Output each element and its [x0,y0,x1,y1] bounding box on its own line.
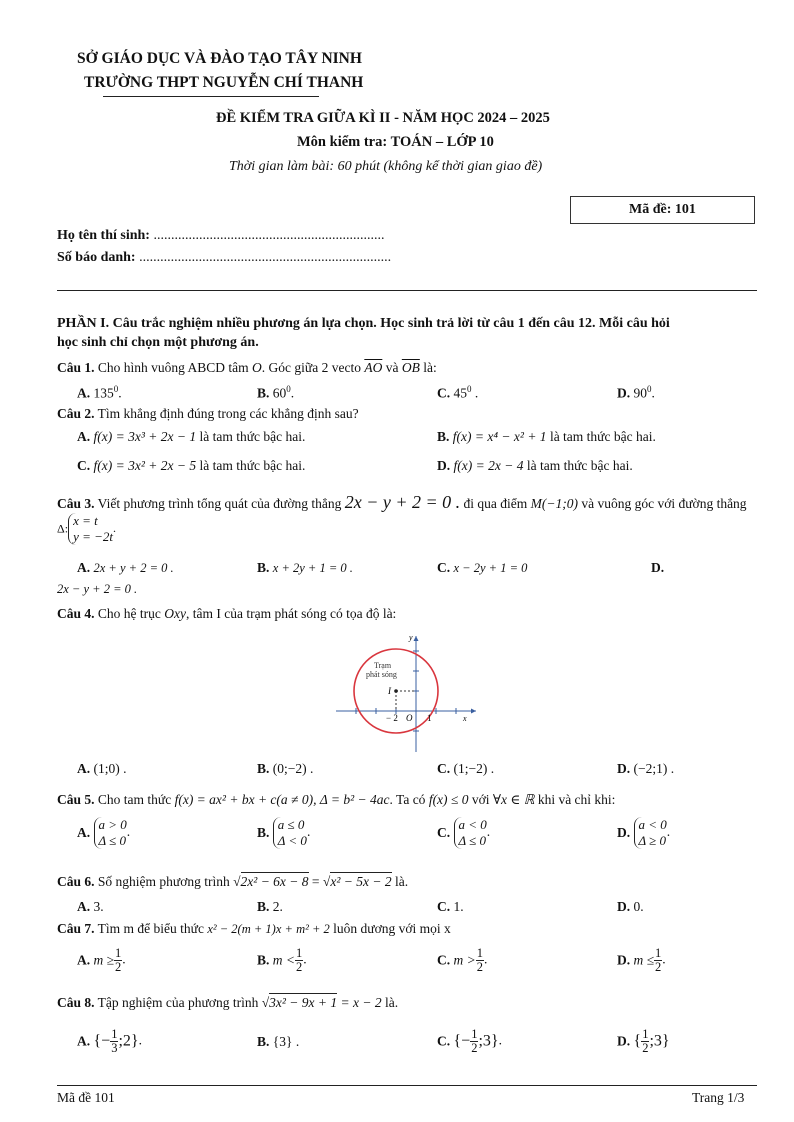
subject: Môn kiểm tra: TOÁN – LỚP 10 [297,134,494,150]
q7-option-b[interactable]: B. m < $\frac{1}{2}$ . [257,946,307,974]
center-point [394,689,398,693]
question-4: Câu 4. Cho hệ trục Oxy, tâm I của trạm phát sóng có tọa độ là: [57,606,397,621]
exam-code: Mã đề: 101 [629,202,696,217]
question-6: Câu 6. Số nghiệm phương trình √2x² − 6x − 8 = √x² − 5x − 2 là. [57,874,409,889]
station-label-1: Trạm [374,661,392,670]
candidate-id-line: Số báo danh: ........................................................................ [57,250,392,265]
q1-option-c[interactable]: C. $45^0$ . [437,384,479,401]
q5-option-c[interactable]: C. a < 0 Δ ≤ 0. [437,817,491,848]
q3-option-b[interactable]: B. x + 2y + 1 = 0 . [257,560,353,575]
q8-option-b[interactable]: B. {3} . [257,1034,300,1049]
x-axis-arrow [471,709,476,714]
dept-name: SỞ GIÁO DỤC VÀ ĐÀO TẠO TÂY NINH [77,50,362,67]
q1-option-a[interactable]: A. $135^0$. [77,384,122,401]
header-divider [57,290,757,291]
q3-option-d[interactable]: D. [651,560,665,575]
q4-option-b[interactable]: B. (0;−2) . [257,761,314,776]
label-I: I [388,686,391,696]
q5-option-a[interactable]: A. a > 0 Δ ≤ 0. [77,817,131,848]
footer-exam-code: Mã đề 101 [57,1090,115,1105]
label-O: O [406,713,413,723]
school-underline [103,96,319,97]
q1-option-d[interactable]: D. $90^0$. [617,384,655,401]
label-1: 1 [427,713,432,723]
footer-divider [57,1085,757,1086]
q7-option-c[interactable]: C. m > $\frac{1}{2}$ . [437,946,488,974]
question-1: Câu 1. Cho hình vuông ABCD tâm O. Góc giữa 2 vecto $\overline{AO}$ và $\overline{OB}$ là: [57,360,437,375]
q7-option-d[interactable]: D. m ≤ $\frac{1}{2}$ . [617,946,666,974]
q2-option-a[interactable]: A. f(x) = 3x³ + 2x − 1 là tam thức bậc hai. [77,429,306,444]
exam-code-box [570,196,755,224]
q4-option-a[interactable]: A. (1;0) . [77,761,127,776]
q4-option-d[interactable]: D. (−2;1) . [617,761,675,776]
q6-option-b[interactable]: B. 2. [257,899,283,914]
part1-instructions-2: học sinh chỉ chọn một phương án. [57,335,259,350]
question-3: Câu 3. Viết phương trình tổng quát của đường thẳng 2x − y + 2 = 0 . đi qua điểm M(−1;0) và vuông góc với đường thẳng [57,492,747,512]
label-x: x [463,714,467,723]
q5-option-d[interactable]: D. a < 0 Δ ≥ 0. [617,817,671,848]
footer-page-number: Trang 1/3 [692,1090,745,1105]
school-name: TRƯỜNG THPT NGUYỄN CHÍ THANH [84,74,364,91]
q3-line-delta: Δ:x = t y = −2t. [57,513,116,544]
q3-option-d-text: 2x − y + 2 = 0 . [57,582,138,596]
time-note: Thời gian làm bài: 60 phút (không kể thời gian giao đề) [229,159,543,174]
q8-option-c[interactable]: C. {− $\frac{1}{2}$ ;3}. [437,1027,502,1055]
label-minus2: − 2 [386,713,398,723]
y-axis-arrow [414,636,419,641]
q1-option-b[interactable]: B. $60^0$. [257,384,295,401]
exam-title: ĐỀ KIỂM TRA GIỮA KÌ II - NĂM HỌC 2024 – 2025 [216,110,550,126]
q2-option-c[interactable]: C. f(x) = 3x² + 2x − 5 là tam thức bậc hai. [77,458,306,473]
q2-option-b[interactable]: B. f(x) = x⁴ − x² + 1 là tam thức bậc hai. [437,429,656,444]
q4-option-c[interactable]: C. (1;−2) . [437,761,495,776]
q6-option-d[interactable]: D. 0. [617,899,644,914]
question-7: Câu 7. Tìm m để biểu thức x² − 2(m + 1)x + m² + 2 luôn dương với mọi x [57,921,451,936]
question-2: Câu 2. Tìm khẳng định đúng trong các khẳng định sau? [57,406,359,421]
station-label-2: phát sóng [366,670,397,679]
question-8: Câu 8. Tập nghiệm của phương trình √3x² − 9x + 1 = x − 2 là. [57,995,399,1010]
q7-option-a[interactable]: A. m ≥ $\frac{1}{2}$ . [77,946,126,974]
q3-option-c[interactable]: C. x − 2y + 1 = 0 [437,560,528,575]
station-diagram [330,628,480,756]
q5-option-b[interactable]: B. a ≤ 0 Δ < 0. [257,817,311,848]
question-5: Câu 5. Cho tam thức f(x) = ax² + bx + c(a ≠ 0), Δ = b² − 4ac. Ta có f(x) ≤ 0 với ∀x ∈ ℝ khi và chỉ khi: [57,792,616,807]
q8-option-a[interactable]: A. {− $\frac{1}{3}$ ;2}. [77,1027,142,1055]
q2-option-d[interactable]: D. f(x) = 2x − 4 là tam thức bậc hai. [437,458,633,473]
q6-option-a[interactable]: A. 3. [77,899,104,914]
q6-option-c[interactable]: C. 1. [437,899,464,914]
label-y: y [409,633,413,642]
candidate-name-line: Họ tên thí sinh: .................................................................. [57,228,385,243]
part1-instructions-1: PHẦN I. Câu trắc nghiệm nhiều phương án lựa chọn. Học sinh trả lời từ câu 1 đến câu 12. Mỗi câu hỏi [57,316,670,331]
q8-option-d[interactable]: D. { $\frac{1}{2}$ ;3} [617,1027,670,1055]
q3-option-a[interactable]: A. 2x + y + 2 = 0 . [77,560,174,575]
